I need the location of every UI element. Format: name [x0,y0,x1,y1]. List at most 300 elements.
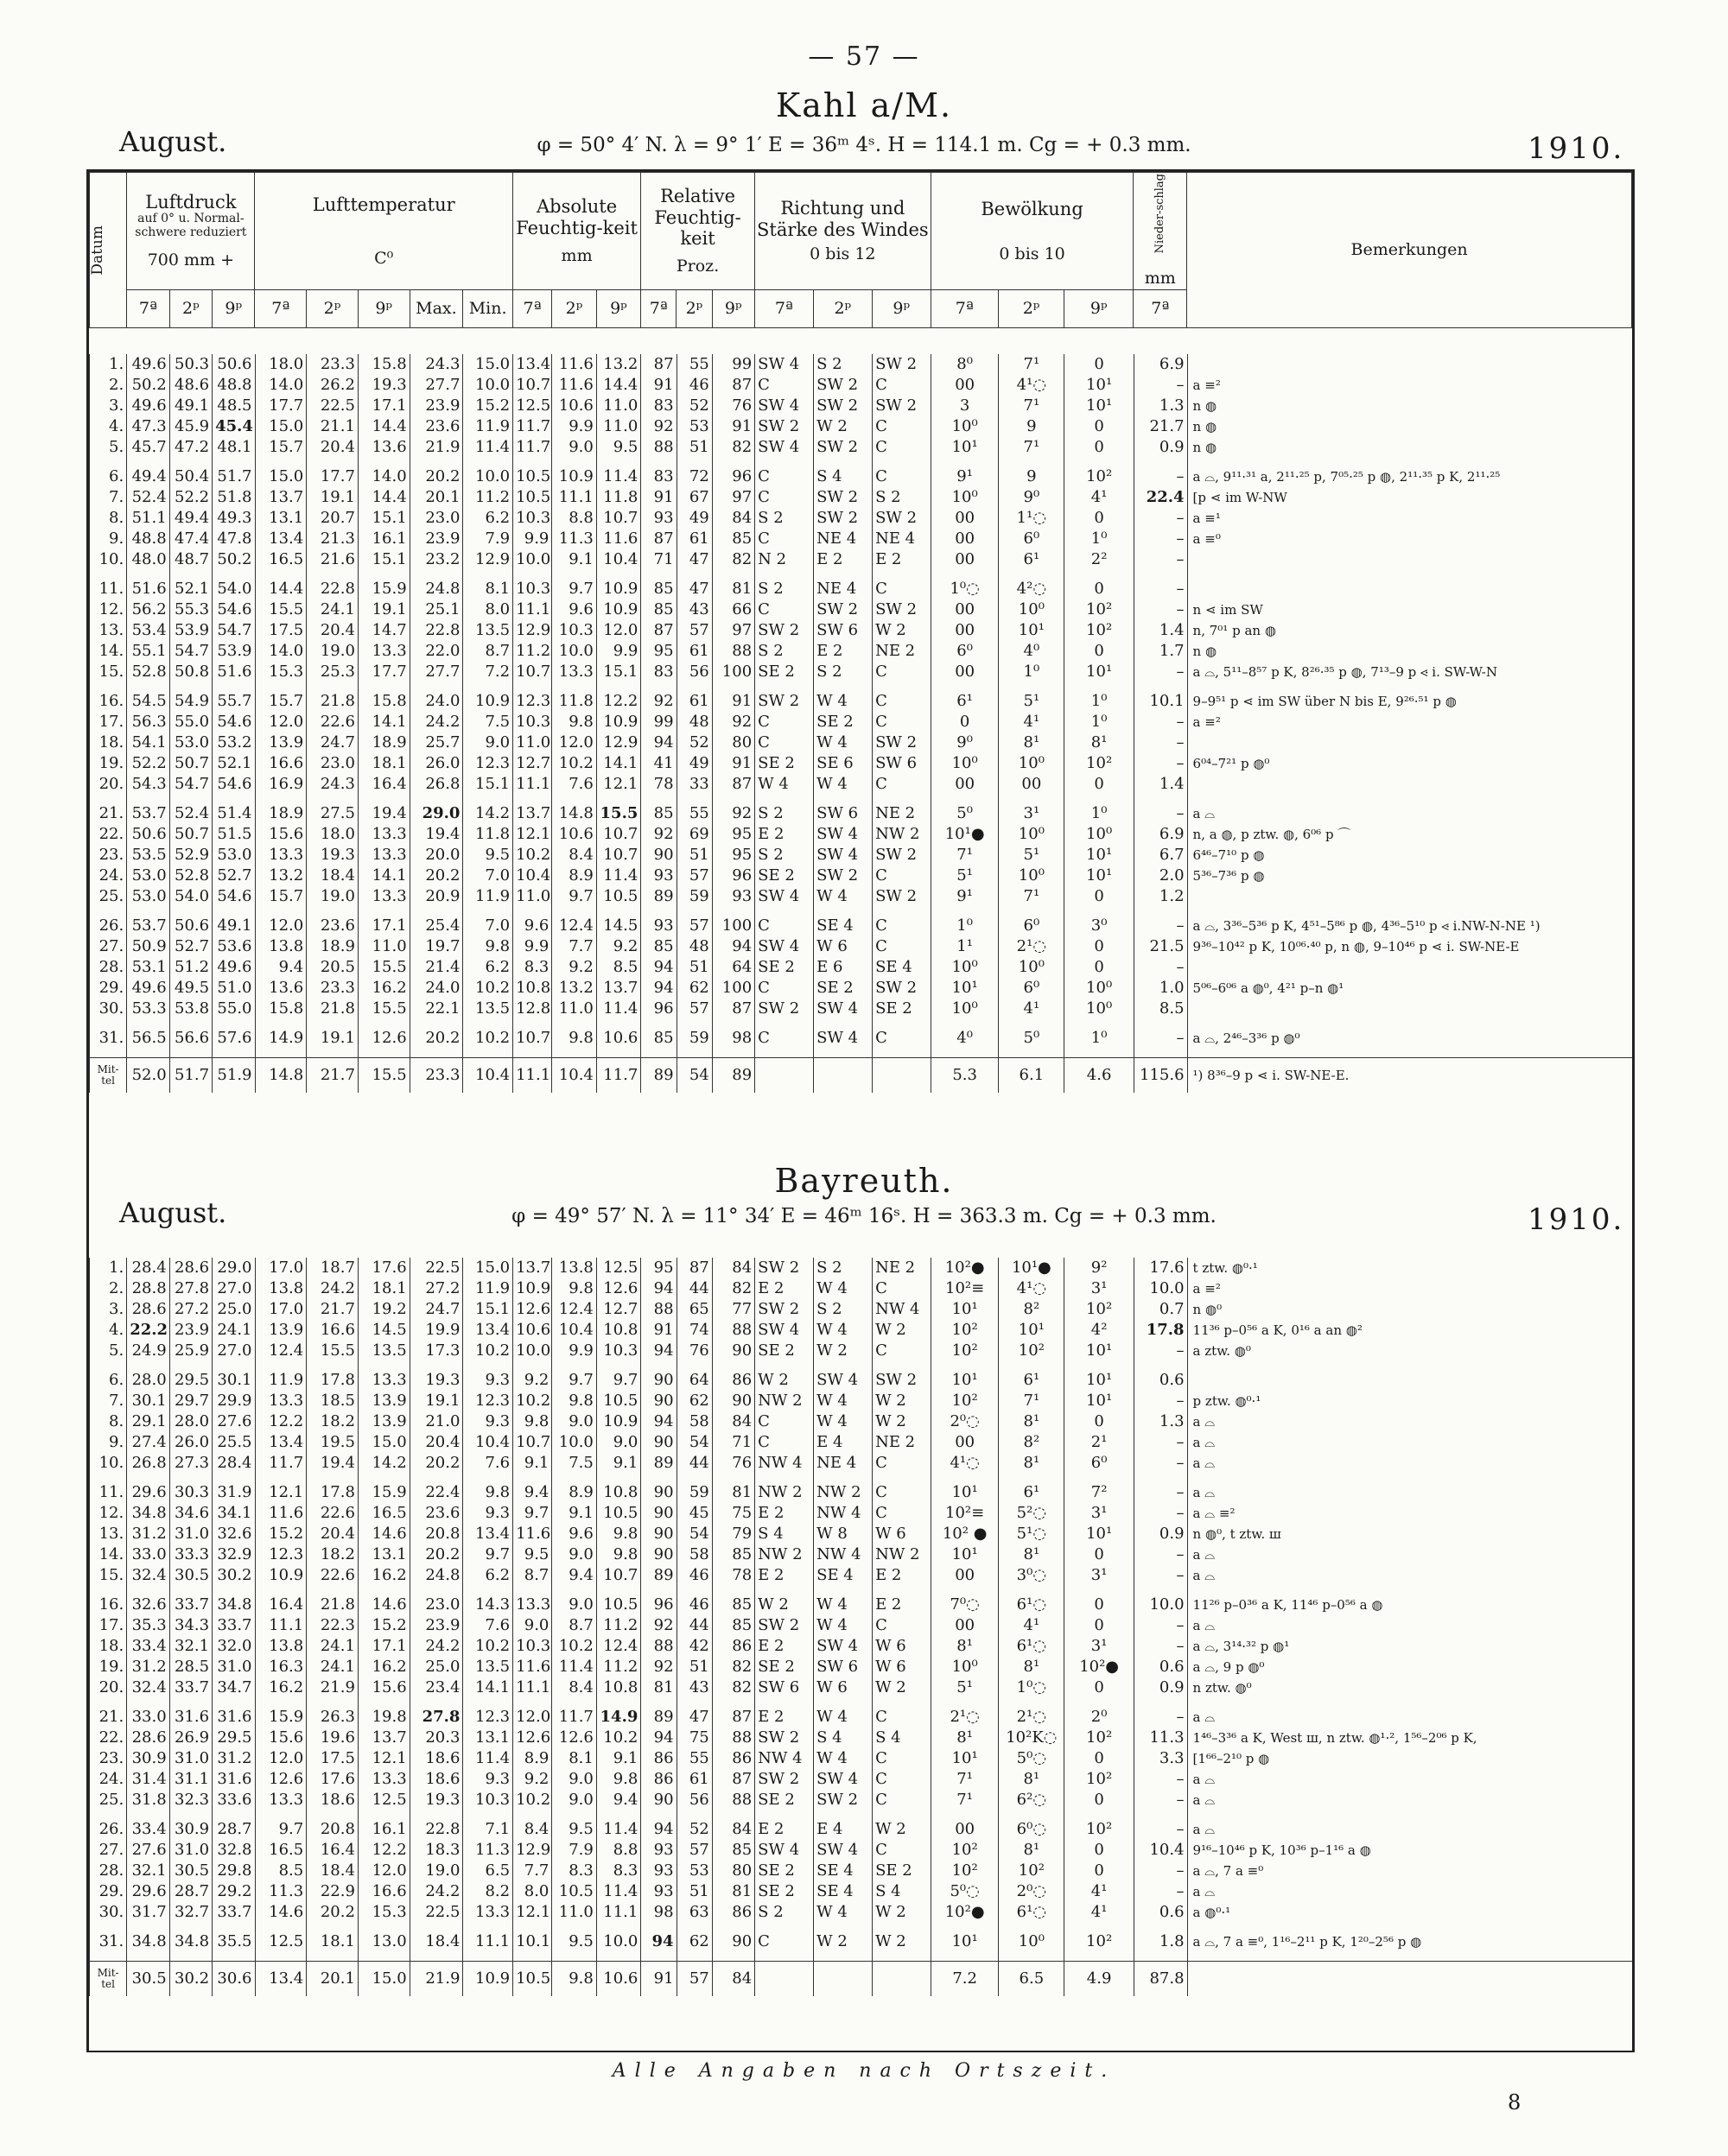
cell-temp-7a: 13.8 [255,1636,307,1657]
cell-pressure-9p: 28.7 [213,1819,255,1840]
cell-temp-9p: 14.1 [358,712,410,732]
cell-date: 19. [90,753,127,774]
cell-temp-max: 20.2 [410,1028,463,1049]
cell-pressure-7a: 33.0 [127,1707,169,1728]
cell-rel-hum-2p: 74 [677,1320,712,1341]
cell-temp-2p: 18.5 [307,1391,359,1411]
cell-wind-2p: SW 4 [814,1769,873,1790]
cell-pressure-2p: 51.2 [169,957,212,978]
cell-temp-9p: 12.2 [358,1840,410,1861]
cell-precipitation: – [1134,1544,1187,1565]
cell-temp-9p: 16.2 [358,1657,410,1677]
cell-cloud-2p: 9 [999,466,1064,487]
cell-precipitation: – [1134,1861,1187,1881]
cell-cloud-7a: 10¹ [931,1482,999,1503]
cell-rel-hum-7a: 90 [641,1544,677,1565]
cell-temp-2p: 26.3 [307,1707,359,1728]
cell-pressure-7a: 31.7 [127,1902,169,1923]
cell-wind-9p: NE 2 [873,1432,931,1453]
cell-remarks: n ◍ [1187,396,1632,416]
cell-rel-hum-9p: 90 [712,1341,754,1361]
cell-temp-7a: 12.2 [255,1411,307,1432]
header-max: Max. [410,290,463,328]
cell-temp-max: 19.1 [410,1391,463,1411]
table-row [90,1432,1633,1453]
cell-remarks: n ◍⁰, t ztw. ш [1187,1524,1632,1544]
cell-wind-9p: C [873,1615,931,1636]
cell-wind-9p: E 2 [873,1565,931,1586]
cell-rel-hum-2p: 61 [677,691,712,712]
cell-cloud-9p: 10⁰ [1064,824,1134,845]
cell-pressure-9p: 48.1 [213,437,255,458]
cell-date: 19. [90,1657,127,1677]
cell-abs-hum-2p: 10.0 [552,641,596,662]
cell-temp-9p: 13.0 [358,1931,410,1952]
cell-pressure-9p: 49.3 [213,508,255,529]
cell-wind-7a: C [755,1931,814,1952]
cell-pressure-9p: 35.5 [213,1931,255,1952]
cell-rel-hum-2p: 33 [677,774,712,795]
cell-abs-hum-9p: 10.8 [596,1677,640,1698]
cell-abs-hum-9p: 10.7 [596,1565,640,1586]
cell-temp-7a: 12.0 [255,1748,307,1769]
cell-wind-2p: NE 4 [814,1453,873,1474]
cell-wind-2p: SW 6 [814,803,873,824]
cell-date: 21. [90,1707,127,1728]
cell-temp-7a: 11.1 [255,1615,307,1636]
cell-abs-hum-7a: 12.7 [513,753,552,774]
cell-temp-7a: 15.3 [255,662,307,682]
cell-pressure-9p: 49.1 [213,916,255,936]
cell-wind-7a: SW 4 [755,437,814,458]
cell-rel-hum-9p: 80 [712,732,754,753]
cell-wind-7a: SW 4 [755,354,814,375]
cell-date: 7. [90,1391,127,1411]
cell-temp-9p: 13.5 [358,1341,410,1361]
cell-remarks [1187,354,1632,375]
cell-temp-7a: 11.3 [255,1881,307,1902]
table-row [90,957,1633,978]
cell-pressure-2p: 53.8 [169,999,212,1019]
cell-date: 30. [90,999,127,1019]
cell-wind-9p: SW 2 [873,508,931,529]
cell-rel-hum-7a: 92 [641,416,677,437]
table-row [90,1544,1633,1565]
cell-date: 24. [90,1769,127,1790]
cell-pressure-9p: 34.8 [213,1595,255,1615]
cell-cloud-9p: 6⁰ [1064,1453,1134,1474]
cell-date: 20. [90,774,127,795]
cell-precipitation: 115.6 [1134,1058,1187,1094]
cell-temp-min: 13.5 [463,1657,513,1677]
cell-cloud-2p: 5⁰◌ [999,1748,1064,1769]
cell-temp-2p: 18.1 [307,1931,359,1952]
cell-temp-max: 20.2 [410,1544,463,1565]
cell-remarks: a ⌓, 9¹¹·³¹ a, 2¹¹·²⁵ p, 7⁰⁵·²⁵ p ◍, 2¹¹·³⁵ p K, 2¹¹·²⁵ [1187,466,1632,487]
cell-rel-hum-2p: 62 [677,978,712,999]
cell-pressure-9p: 50.2 [213,549,255,570]
cell-abs-hum-2p: 8.3 [552,1861,596,1881]
cell-cloud-2p: 8¹ [999,1769,1064,1790]
cell-cloud-7a: 10²● [931,1258,999,1278]
header-time-2p: 2ᵖ [677,290,712,328]
cell-cloud-7a: 00 [931,599,999,620]
cell-abs-hum-9p: 11.7 [596,1058,640,1094]
table-row [90,999,1633,1019]
cell-temp-max: 26.8 [410,774,463,795]
cell-wind-7a: C [755,1028,814,1049]
cell-wind-7a: C [755,1432,814,1453]
cell-wind-2p: NE 4 [814,579,873,599]
cell-cloud-9p: 1⁰ [1064,529,1134,549]
cell-cloud-9p: 2⁰ [1064,1707,1134,1728]
cell-wind-9p: C [873,936,931,957]
cell-cloud-2p: 8¹ [999,732,1064,753]
cell-remarks: 11³⁶ p–0⁵⁶ a K, 0¹⁶ a an ◍² [1187,1320,1632,1341]
cell-abs-hum-9p: 14.5 [596,916,640,936]
cell-temp-9p: 15.3 [358,1902,410,1923]
cell-temp-min: 9.5 [463,845,513,866]
cell-rel-hum-9p: 98 [712,1028,754,1049]
table-row [90,1278,1633,1299]
cell-rel-hum-9p: 91 [712,753,754,774]
cell-cloud-9p: 10⁰ [1064,999,1134,1019]
cell-wind-2p: SW 2 [814,437,873,458]
cell-precipitation: – [1134,1769,1187,1790]
table-row [90,866,1633,886]
cell-abs-hum-7a: 11.0 [513,886,552,907]
station-title-bayreuth: Bayreuth. [774,1162,954,1200]
cell-pressure-7a: 35.3 [127,1615,169,1636]
cell-abs-hum-9p: 11.2 [596,1615,640,1636]
cell-remarks: p ztw. ◍⁰·¹ [1187,1391,1632,1411]
table-row [90,1769,1633,1790]
cell-rel-hum-9p: 71 [712,1432,754,1453]
cell-wind-2p: SW 2 [814,599,873,620]
cell-cloud-7a: 4¹◌ [931,1453,999,1474]
cell-abs-hum-9p: 10.9 [596,712,640,732]
cell-cloud-2p: 4⁰ [999,641,1064,662]
cell-cloud-7a: 00 [931,1565,999,1586]
cell-rel-hum-2p: 61 [677,641,712,662]
table-row [90,1615,1633,1636]
cell-temp-2p: 19.3 [307,845,359,866]
row-spacer [90,1923,1633,1931]
cell-abs-hum-9p: 9.8 [596,1544,640,1565]
cell-cloud-7a: 00 [931,1819,999,1840]
cell-cloud-9p: 0 [1064,1840,1134,1861]
cell-wind-9p: C [873,1028,931,1049]
cell-abs-hum-2p: 8.8 [552,508,596,529]
cell-rel-hum-7a: 86 [641,1748,677,1769]
cell-date: 6. [90,466,127,487]
year-label-bayreuth: 1910. [1528,1202,1625,1237]
cell-rel-hum-9p: 86 [712,1748,754,1769]
cell-temp-max: 25.7 [410,732,463,753]
table-row [90,1595,1633,1615]
cell-remarks: a ≡¹ [1187,508,1632,529]
cell-abs-hum-9p: 11.0 [596,416,640,437]
cell-pressure-7a: 55.1 [127,641,169,662]
cell-date: 4. [90,416,127,437]
cell-temp-max: 18.6 [410,1769,463,1790]
cell-abs-hum-7a: 12.6 [513,1728,552,1748]
cell-remarks [1187,1370,1632,1391]
cell-abs-hum-7a: 9.9 [513,936,552,957]
cell-precipitation: 0.9 [1134,1677,1187,1698]
cell-wind-9p: C [873,916,931,936]
cell-cloud-2p: 7¹ [999,437,1064,458]
cell-temp-7a: 15.2 [255,1524,307,1544]
cell-date: 12. [90,599,127,620]
cell-pressure-9p: 53.6 [213,936,255,957]
cell-rel-hum-9p: 99 [712,354,754,375]
cell-wind-9p: W 2 [873,1902,931,1923]
cell-pressure-9p: 54.6 [213,712,255,732]
cell-rel-hum-9p: 85 [712,529,754,549]
cell-pressure-7a: 53.0 [127,866,169,886]
cell-cloud-9p: 2² [1064,549,1134,570]
cell-rel-hum-7a: 90 [641,1391,677,1411]
cell-temp-2p: 19.6 [307,1728,359,1748]
cell-wind-2p: W 2 [814,416,873,437]
cell-temp-2p: 21.6 [307,549,359,570]
cell-rel-hum-9p: 75 [712,1503,754,1524]
cell-abs-hum-2p: 12.4 [552,916,596,936]
cell-rel-hum-2p: 55 [677,354,712,375]
cell-rel-hum-9p: 78 [712,1565,754,1586]
cell-wind-9p: C [873,1707,931,1728]
cell-abs-hum-2p: 10.3 [552,620,596,641]
cell-abs-hum-9p: 15.5 [596,803,640,824]
cell-abs-hum-7a: 12.6 [513,1299,552,1320]
cell-abs-hum-9p: 14.9 [596,1707,640,1728]
header-time-7a: 7ª [255,290,307,328]
cell-date: 21. [90,803,127,824]
cell-precipitation: – [1134,1028,1187,1049]
cell-abs-hum-2p: 13.2 [552,978,596,999]
cell-temp-min: 11.1 [463,1931,513,1952]
cell-temp-max: 21.9 [410,1962,463,1997]
cell-abs-hum-2p: 8.7 [552,1615,596,1636]
cell-rel-hum-7a: 94 [641,1278,677,1299]
cell-cloud-7a: 00 [931,508,999,529]
cell-wind-2p: S 2 [814,1299,873,1320]
cell-temp-2p: 19.0 [307,641,359,662]
cell-wind-2p: W 4 [814,1707,873,1728]
cell-temp-min: 13.5 [463,999,513,1019]
cell-temp-2p: 18.7 [307,1258,359,1278]
cell-abs-hum-2p: 12.6 [552,1728,596,1748]
table-row [90,579,1633,599]
cell-cloud-2p: 6⁰◌ [999,1819,1064,1840]
cell-temp-max: 23.4 [410,1677,463,1698]
cell-pressure-2p: 52.8 [169,866,212,886]
cell-temp-7a: 18.9 [255,803,307,824]
cell-precipitation: – [1134,1881,1187,1902]
cell-rel-hum-7a: 96 [641,999,677,1019]
cell-remarks [1187,886,1632,907]
cell-rel-hum-9p: 91 [712,691,754,712]
cell-temp-2p: 17.5 [307,1748,359,1769]
cell-rel-hum-7a: 85 [641,579,677,599]
table-row [90,466,1633,487]
header-datum: Datum [90,173,127,328]
table-row [90,1790,1633,1810]
sheet-number: 8 [1508,2090,1522,2115]
cell-cloud-7a: 6¹ [931,691,999,712]
cell-pressure-9p: 51.8 [213,487,255,508]
month-label-kahl: August. [119,125,227,158]
cell-date: 14. [90,1544,127,1565]
cell-cloud-2p: 6¹◌ [999,1595,1064,1615]
cell-temp-min: 10.9 [463,691,513,712]
cell-precipitation: – [1134,1453,1187,1474]
cell-precipitation: – [1134,466,1187,487]
cell-temp-min: 14.2 [463,803,513,824]
cell-wind-7a: W 4 [755,774,814,795]
table-row [90,753,1633,774]
cell-abs-hum-2p: 9.0 [552,1595,596,1615]
cell-temp-max: 19.0 [410,1861,463,1881]
cell-temp-7a: 13.3 [255,845,307,866]
cell-temp-min: 11.4 [463,437,513,458]
cell-rel-hum-2p: 52 [677,732,712,753]
cell-pressure-7a: 27.6 [127,1840,169,1861]
cell-temp-min: 7.0 [463,866,513,886]
cell-abs-hum-7a: 13.3 [513,1595,552,1615]
cell-cloud-2p: 4¹ [999,712,1064,732]
cell-temp-max: 24.2 [410,1881,463,1902]
cell-abs-hum-9p: 11.4 [596,999,640,1019]
cell-cloud-2p: 8² [999,1299,1064,1320]
cell-pressure-2p: 33.7 [169,1677,212,1698]
cell-temp-9p: 15.9 [358,579,410,599]
cell-precipitation: 8.5 [1134,999,1187,1019]
cell-temp-max: 22.8 [410,620,463,641]
cell-precipitation: – [1134,508,1187,529]
cell-date: 29. [90,978,127,999]
cell-abs-hum-7a: 13.7 [513,803,552,824]
header-time-7a: 7ª [931,290,998,328]
cell-remarks [1187,549,1632,570]
cell-temp-9p: 12.6 [358,1028,410,1049]
cell-rel-hum-2p: 43 [677,1677,712,1698]
cell-rel-hum-9p: 81 [712,579,754,599]
cell-wind-7a: SW 2 [755,1728,814,1748]
cell-abs-hum-2p: 9.0 [552,1411,596,1432]
cell-pressure-2p: 53.9 [169,620,212,641]
cell-cloud-2p: 4²◌ [999,579,1064,599]
cell-rel-hum-9p: 88 [712,1320,754,1341]
cell-abs-hum-7a: 12.9 [513,620,552,641]
cell-temp-max: 23.6 [410,1503,463,1524]
cell-wind-9p: W 2 [873,1819,931,1840]
cell-precipitation: 10.0 [1134,1278,1187,1299]
cell-precipitation: – [1134,712,1187,732]
cell-wind-7a: SW 4 [755,1320,814,1341]
row-spacer [90,795,1633,803]
cell-temp-max: 23.6 [410,416,463,437]
data-table-bayreuth [89,1258,1632,1996]
cell-rel-hum-7a: 88 [641,1636,677,1657]
cell-cloud-7a: 00 [931,774,999,795]
cell-date: 31. [90,1028,127,1049]
cell-precipitation: 6.7 [1134,845,1187,866]
cell-date: 13. [90,620,127,641]
cell-wind-9p: W 2 [873,620,931,641]
cell-cloud-9p: 3¹ [1064,1278,1134,1299]
cell-temp-min: 7.0 [463,916,513,936]
cell-rel-hum-9p: 94 [712,936,754,957]
cell-temp-9p: 16.5 [358,1503,410,1524]
cell-rel-hum-9p: 87 [712,999,754,1019]
cell-temp-max: 24.8 [410,579,463,599]
cell-cloud-2p: 5¹ [999,845,1064,866]
cell-temp-min: 10.2 [463,1028,513,1049]
cell-temp-9p: 16.1 [358,1819,410,1840]
cell-pressure-7a: 31.2 [127,1657,169,1677]
cell-pressure-2p: 34.3 [169,1615,212,1636]
cell-pressure-9p: 55.7 [213,691,255,712]
cell-temp-max: 20.2 [410,1453,463,1474]
cell-cloud-7a: 2¹◌ [931,1707,999,1728]
cell-cloud-7a: 8¹ [931,1636,999,1657]
cell-temp-9p: 15.8 [358,691,410,712]
cell-cloud-2p: 5²◌ [999,1503,1064,1524]
cell-wind-7a [755,1962,814,1997]
cell-temp-9p: 19.2 [358,1299,410,1320]
cell-cloud-9p: 1⁰ [1064,712,1134,732]
cell-temp-2p: 20.7 [307,508,359,529]
cell-temp-7a: 15.6 [255,824,307,845]
cell-abs-hum-7a: 9.8 [513,1411,552,1432]
cell-rel-hum-7a: 87 [641,620,677,641]
table-row [90,375,1633,396]
cell-abs-hum-9p: 13.2 [596,354,640,375]
cell-rel-hum-9p: 85 [712,1544,754,1565]
cell-temp-min: 9.8 [463,1482,513,1503]
cell-temp-max: 21.9 [410,437,463,458]
table-row [90,936,1633,957]
cell-pressure-7a: 33.4 [127,1636,169,1657]
cell-abs-hum-7a: 10.3 [513,712,552,732]
cell-cloud-9p: 10² [1064,753,1134,774]
cell-abs-hum-7a: 10.9 [513,1278,552,1299]
cell-rel-hum-9p: 88 [712,1728,754,1748]
table-row [90,1636,1633,1657]
cell-abs-hum-2p: 13.3 [552,662,596,682]
cell-wind-2p: SE 2 [814,978,873,999]
cell-temp-9p: 14.2 [358,1453,410,1474]
cell-wind-9p: C [873,1503,931,1524]
cell-wind-2p: SW 2 [814,396,873,416]
cell-cloud-7a: 7¹ [931,1790,999,1810]
cell-cloud-2p: 4¹◌ [999,1278,1064,1299]
cell-wind-2p: W 2 [814,1341,873,1361]
cell-abs-hum-2p: 13.8 [552,1258,596,1278]
cell-abs-hum-2p: 9.1 [552,549,596,570]
cell-pressure-2p: 29.5 [169,1370,212,1391]
cell-wind-2p: SE 4 [814,1565,873,1586]
cell-temp-min: 15.1 [463,1299,513,1320]
cell-cloud-2p: 6⁰ [999,978,1064,999]
cell-rel-hum-9p: 82 [712,1677,754,1698]
cell-temp-2p: 20.4 [307,1524,359,1544]
cell-wind-9p: C [873,1482,931,1503]
cell-abs-hum-9p: 10.8 [596,1482,640,1503]
cell-abs-hum-7a: 11.7 [513,416,552,437]
